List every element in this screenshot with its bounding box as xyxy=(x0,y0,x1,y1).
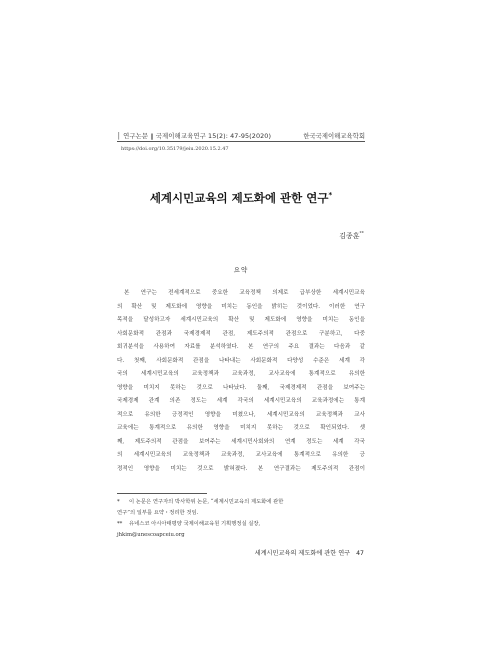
abstract-line: 째, 제도주의적 관점을 보여주는 세계시민사회와의 연계 정도는 세계 각국 xyxy=(117,438,365,445)
header-divider xyxy=(117,141,365,142)
abstract-line: 본 연구는 전세계적으로 중요한 교육정책 의제로 급부상한 세계시민교육 xyxy=(124,290,365,296)
running-title: 세계시민교육의 제도화에 관한 연구 xyxy=(254,550,351,557)
abstract-line: 회귀분석을 사용하여 자료를 분석하였다. 본 연구의 주요 결과는 다음과 같 xyxy=(117,344,365,350)
abstract-line: 의 세계시민교육의 교육정책과 교육과정, 교사교육에 통계적으로 유의한 긍 xyxy=(117,452,365,458)
abstract-line: 의 확산 및 제도화에 영향을 미치는 동인을 밝히는 것이었다. 이러한 연구 xyxy=(117,303,365,310)
abstract-line: 적으로 유의한 긍정적인 영향을 미쳤으나, 세계시민교육의 교육정책과 교사 xyxy=(117,411,365,418)
abstract-line: 목적을 달성하고자 세계시민교육의 확산 및 제도화에 영향을 미치는 동인을 xyxy=(117,317,365,323)
journal-citation: │ 연구논문 ‖ 국제이해교육연구 15(2): 47-95(2020) xyxy=(117,132,272,140)
author-name xyxy=(339,231,364,241)
footnote-item xyxy=(117,519,365,530)
footnote-continuation xyxy=(117,530,365,541)
title-footnote-mark: * xyxy=(328,191,333,200)
abstract-heading: 요약 xyxy=(233,266,249,274)
footnote-continuation xyxy=(117,508,365,519)
paper-title-text: 세계시민교육의 제도화에 관한 연구 xyxy=(149,191,329,205)
abstract-line: 사회문화적 관점과 국제경제적 관점, 제도주의적 관점으로 구분하고, 다중 xyxy=(117,330,365,337)
abstract-body xyxy=(117,287,365,476)
author-name-text: 김종훈 xyxy=(339,232,360,240)
footnote-divider xyxy=(117,493,207,494)
footnote-item xyxy=(117,497,365,508)
author-email[interactable]: jhkim@unescoapceiu.org xyxy=(117,532,185,538)
footnote-mark: * xyxy=(117,499,120,505)
abstract-line: 영향을 미치지 못하는 것으로 나타났다. 둘째, 국제경제적 관점을 보여주는 xyxy=(117,384,365,391)
author-footnote-mark: ** xyxy=(359,231,364,237)
society-name: 한국국제이해교육학회 xyxy=(303,132,365,140)
page-number: 47 xyxy=(356,550,364,557)
abstract-line: 국의 세계시민교육의 교육정책과 교육과정, 교사교육에 통계적으로 유의한 xyxy=(117,371,365,377)
journal-header xyxy=(117,131,365,140)
footnote-text: 이 논문은 연구자의 박사학위 논문, “세계시민교육의 제도화에 관한 xyxy=(129,499,284,505)
footnote-text: 유네스코 아시아태평양 국제이해교육원 기획행정실 실장, xyxy=(129,521,261,527)
abstract-line: 국제경제 관계 의존 정도는 세계 각국의 세계시민교육의 교육과정에는 통계 xyxy=(117,398,365,404)
paper-title xyxy=(117,190,365,206)
footnote-text: 연구”의 일부를 요약・정리한 것임. xyxy=(117,510,199,516)
footnote-mark: ** xyxy=(117,521,123,527)
doi-link[interactable]: https://doi.org/10.35179/jeiu.2020.15.2.47 xyxy=(121,146,229,152)
abstract-line: 정적인 영향을 미치는 것으로 밝혀졌다. 본 연구결과는 제도주의적 관점이 xyxy=(117,465,365,472)
abstract-line: 교육에는 통계적으로 유의한 영향을 미치지 못하는 것으로 확인되었다. 셋 xyxy=(117,425,365,431)
footnotes xyxy=(117,497,365,541)
abstract-line: 다. 첫째, 사회문화적 관점을 나타내는 사회문화적 다양성 수준은 세계 각 xyxy=(117,357,365,364)
running-footer xyxy=(255,548,364,557)
